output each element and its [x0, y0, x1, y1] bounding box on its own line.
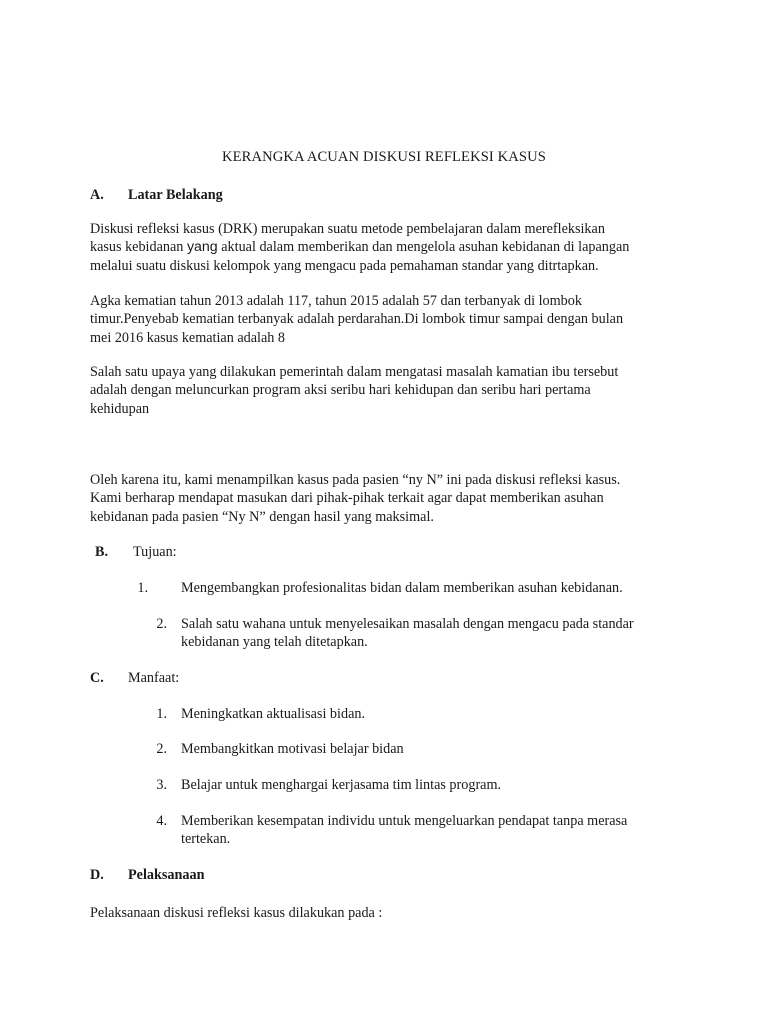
list-item-text: Belajar untuk menghargai kerjasama tim lintas program.	[181, 777, 502, 793]
paragraph-line: Diskusi refleksi kasus (DRK) merupakan suatu metode pembelajaran dalam merefleksikan	[90, 221, 605, 237]
section-c-heading: Manfaat:	[128, 670, 180, 686]
list-item-text	[181, 812, 627, 849]
list-item-number: 3.	[156, 777, 167, 793]
text-run: aktual dalam memberikan dan mengelola asuhan kebidanan di lapangan	[217, 239, 630, 256]
section-b-heading: Tujuan:	[133, 544, 177, 560]
document-title: KERANGKA ACUAN DISKUSI REFLEKSI KASUS	[222, 149, 546, 165]
section-d-letter: D.	[90, 867, 104, 883]
section-d-heading: Pelaksanaan	[128, 867, 205, 883]
paragraph-line: adalah dengan meluncurkan program aksi seribu hari kehidupan dan seribu hari pertama	[90, 382, 591, 399]
list-item-number: 2.	[156, 616, 167, 632]
section-b-letter: B.	[95, 544, 109, 560]
section-a-heading: Latar Belakang	[128, 187, 223, 203]
section-d-paragraph-1: Pelaksanaan diskusi refleksi kasus dilakukan pada :	[90, 905, 383, 921]
section-a-letter: A.	[90, 187, 104, 203]
paragraph-line: Kami berharap mendapat masukan dari pihak-pihak terkait agar dapat memberikan asuhan	[90, 490, 604, 507]
list-item-number: 1.	[137, 580, 148, 596]
section-c-letter: C.	[90, 670, 104, 686]
list-item-line: tertekan.	[181, 831, 231, 848]
text-run-sans: yang	[186, 239, 218, 256]
list-item-number: 4.	[156, 813, 167, 829]
paragraph-line: kebidanan pada pasien “Ny N” dengan hasil yang maksimal.	[90, 508, 434, 525]
list-item-number: 2.	[156, 741, 167, 757]
paragraph-line: kehidupan	[90, 400, 150, 417]
list-item-line: kebidanan yang telah ditetapkan.	[181, 634, 368, 651]
section-a-paragraph-3	[90, 363, 680, 418]
paragraph-line: timur.Penyebab kematian terbanyak adalah perdarahan.Di lombok timur sampai dengan bulan	[90, 311, 624, 328]
paragraph-line: Salah satu upaya yang dilakukan pemerintah dalam mengatasi masalah kamatian ibu tersebut	[90, 364, 619, 380]
paragraph-line: mei 2016 kasus kematian adalah 8	[90, 329, 286, 346]
paragraph-line: Agka kematian tahun 2013 adalah 117, tahun 2015 adalah 57 dan terbanyak di lombok	[90, 293, 582, 309]
list-item-text: Meningkatkan aktualisasi bidan.	[181, 706, 366, 722]
list-item-line: Memberikan kesempatan individu untuk mengeluarkan pendapat tanpa merasa	[181, 813, 628, 829]
section-a-paragraph-4	[90, 471, 680, 526]
list-item-number: 1.	[156, 706, 167, 722]
list-item-text	[181, 615, 634, 652]
list-item-text: Mengembangkan profesionalitas bidan dalam memberikan asuhan kebidanan.	[181, 580, 623, 596]
paragraph-line	[90, 238, 680, 256]
paragraph-line: Oleh karena itu, kami menampilkan kasus pada pasien “ny N” ini pada diskusi refleksi kasus.	[90, 472, 621, 488]
list-item-line: Salah satu wahana untuk menyelesaikan masalah dengan mengacu pada standar	[181, 616, 634, 632]
text-run: kasus kebidanan	[90, 239, 187, 256]
section-a-paragraph-1	[90, 220, 680, 275]
list-item-text: Membangkitkan motivasi belajar bidan	[181, 741, 404, 757]
section-a-paragraph-2	[90, 292, 680, 347]
paragraph-line: melalui suatu diskusi kelompok yang mengacu pada pemahaman standar yang ditrtapkan.	[90, 257, 599, 274]
